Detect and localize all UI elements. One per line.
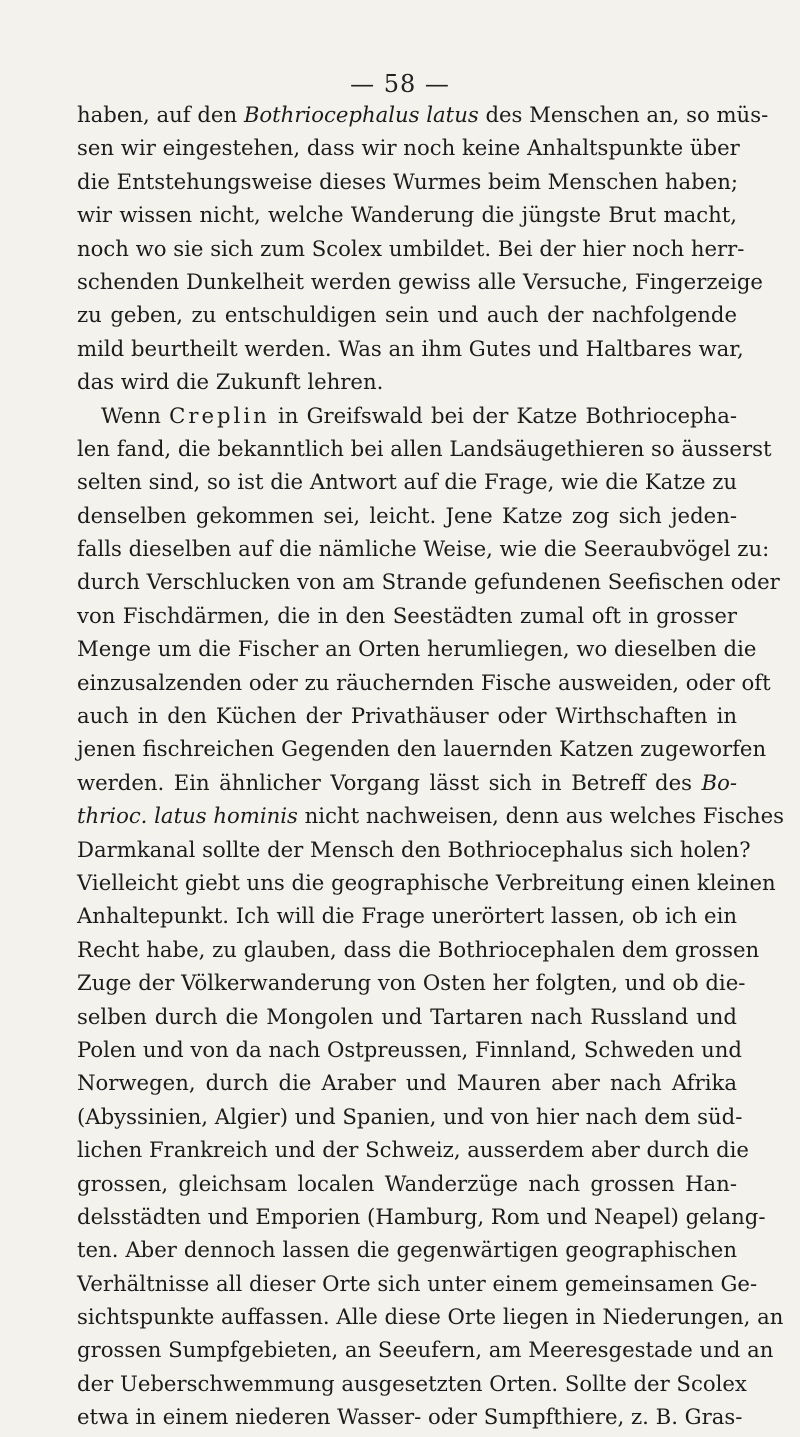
text-run: Zuge der Völkerwanderung von Osten her folgten, und ob die- (77, 970, 746, 996)
text-run: grossen Sumpfgebieten, an Seeufern, am Meeresgestade und an (77, 1337, 774, 1363)
text-line (77, 632, 757, 665)
text-line (77, 1233, 737, 1266)
page-number: — 58 — (350, 70, 450, 98)
text-run: werden. Ein ähnlicher Vorgang lässt sich in Betreff des (77, 769, 702, 795)
text-run: grossen, gleichsam localen Wanderzüge nach grossen Han- (77, 1170, 737, 1196)
text-run: Darmkanal sollte der Mensch den Bothriocephalus sich holen? (77, 836, 751, 862)
text-run: Vielleicht giebt uns die geographische Verbreitung einen kleinen (77, 869, 776, 895)
italic-term: Bo- (701, 769, 737, 795)
text-line (77, 833, 751, 866)
text-run: Recht habe, zu glauben, dass die Bothriocephalen dem grossen (77, 936, 760, 962)
text-line (77, 699, 737, 732)
text-line (77, 98, 769, 131)
text-line (77, 1167, 737, 1200)
text-run: einzusalzenden oder zu räuchernden Fische ausweiden, oder oft (77, 669, 771, 695)
text-run: Menge um die Fischer an Orten herumliegen, wo dieselben die (77, 636, 757, 662)
text-run: selben durch die Mongolen und Tartaren nach Russland und (77, 1003, 737, 1029)
text-run: Wenn (101, 402, 170, 428)
text-line (77, 1367, 747, 1400)
italic-term: Bothriocephalus latus (243, 102, 479, 127)
text-run: jenen fischreichen Gegenden den lauernden Katzen zugeworfen (77, 736, 767, 762)
text-line (77, 1300, 784, 1333)
text-run: Verhältnisse all dieser Orte sich unter einem gemeinsamen Ge- (77, 1270, 758, 1296)
text-line (77, 966, 746, 999)
text-line (77, 165, 737, 198)
text-line (77, 565, 780, 598)
text-line (77, 1267, 758, 1300)
text-line (77, 766, 737, 799)
text-run: etwa in einem niederen Wasser- oder Sumpfthiere, z. B. Gras- (77, 1404, 743, 1430)
text-line (77, 432, 772, 465)
text-run: von Fischdärmen, die in den Seestädten zumal oft in grosser (77, 602, 737, 628)
text-line (77, 499, 737, 532)
italic-term: thrioc. latus hominis (77, 803, 298, 829)
text-line (77, 399, 737, 432)
text-run: Anhaltepunkt. Ich will die Frage unerörtert lassen, ob ich ein (77, 903, 737, 929)
text-line (77, 1400, 743, 1433)
text-run: sichtspunkte auffassen. Alle diese Orte liegen in Niederungen, an (77, 1304, 784, 1330)
text-run: noch wo sie sich zum Scolex umbildet. Bei der hier noch herr- (77, 235, 745, 261)
text-run: delsstädten und Emporien (Hamburg, Rom und Neapel) gelang- (77, 1203, 766, 1229)
text-run: lichen Frankreich und der Schweiz, ausserdem aber durch die (77, 1137, 749, 1163)
text-line (77, 666, 771, 699)
text-line (77, 232, 745, 265)
text-line (77, 799, 784, 832)
text-line (77, 599, 737, 632)
text-run: (Abyssinien, Algier) und Spanien, und von hier nach dem süd- (77, 1103, 743, 1129)
text-run: Polen und von da nach Ostpreussen, Finnland, Schweden und (77, 1036, 742, 1062)
text-run: des Menschen an, so müs- (478, 102, 769, 127)
text-run: sen wir eingestehen, dass wir noch keine Anhaltspunkte über (77, 135, 740, 161)
text-run: der Ueberschwemmung ausgesetzten Orten. Sollte der Scolex (77, 1370, 747, 1396)
text-line (77, 1133, 749, 1166)
text-line (77, 265, 763, 298)
text-line (77, 866, 776, 899)
text-run: denselben gekommen sei, leicht. Jene Katze zog sich jeden- (77, 502, 737, 528)
text-line (77, 198, 737, 231)
text-run: selten sind, so ist die Antwort auf die Frage, wie die Katze zu (77, 469, 738, 495)
text-run: falls dieselben auf die nämliche Weise, wie die Seeraubvögel zu: (77, 536, 770, 562)
text-line (77, 298, 737, 331)
text-run: schenden Dunkelheit werden gewiss alle Versuche, Fingerzeige (77, 268, 763, 294)
text-run: auch in den Küchen der Privathäuser oder Wirthschaften in (77, 703, 737, 729)
text-line (77, 732, 767, 765)
text-line (77, 1100, 743, 1133)
text-run: Norwegen, durch die Araber und Mauren aber nach Afrika (77, 1070, 737, 1096)
text-line (77, 1333, 774, 1366)
text-run: mild beurtheilt werden. Was an ihm Gutes und Haltbares war, (77, 335, 744, 361)
text-run: nicht nachweisen, denn aus welches Fisches (297, 803, 784, 829)
text-run: haben, auf den (77, 102, 244, 127)
text-run: len fand, die bekanntlich bei allen Landsäugethieren so äusserst (77, 435, 772, 461)
body-text (77, 98, 784, 1434)
text-line (77, 1000, 737, 1033)
text-run: ten. Aber dennoch lassen die gegenwärtigen geographischen (77, 1237, 737, 1263)
text-run: das wird die Zukunft lehren. (77, 369, 384, 395)
text-run: durch Verschlucken von am Strande gefundenen Seefischen oder (77, 569, 780, 595)
text-line (77, 1066, 737, 1099)
text-run: die Entstehungsweise dieses Wurmes beim Menschen haben; (77, 168, 739, 194)
text-line (77, 933, 760, 966)
text-line (77, 532, 770, 565)
text-run: zu geben, zu entschuldigen sein und auch der nachfolgende (77, 302, 737, 328)
text-line (77, 465, 737, 498)
text-line (77, 1033, 742, 1066)
author-name: Creplin (169, 402, 270, 428)
text-run: wir wissen nicht, welche Wanderung die jüngste Brut macht, (77, 202, 737, 228)
text-line (77, 1200, 766, 1233)
text-line (77, 365, 737, 398)
text-line (77, 332, 744, 365)
text-line (77, 131, 740, 164)
text-run: in Greifswald bei der Katze Bothriocepha- (269, 402, 737, 428)
text-line (77, 899, 737, 932)
